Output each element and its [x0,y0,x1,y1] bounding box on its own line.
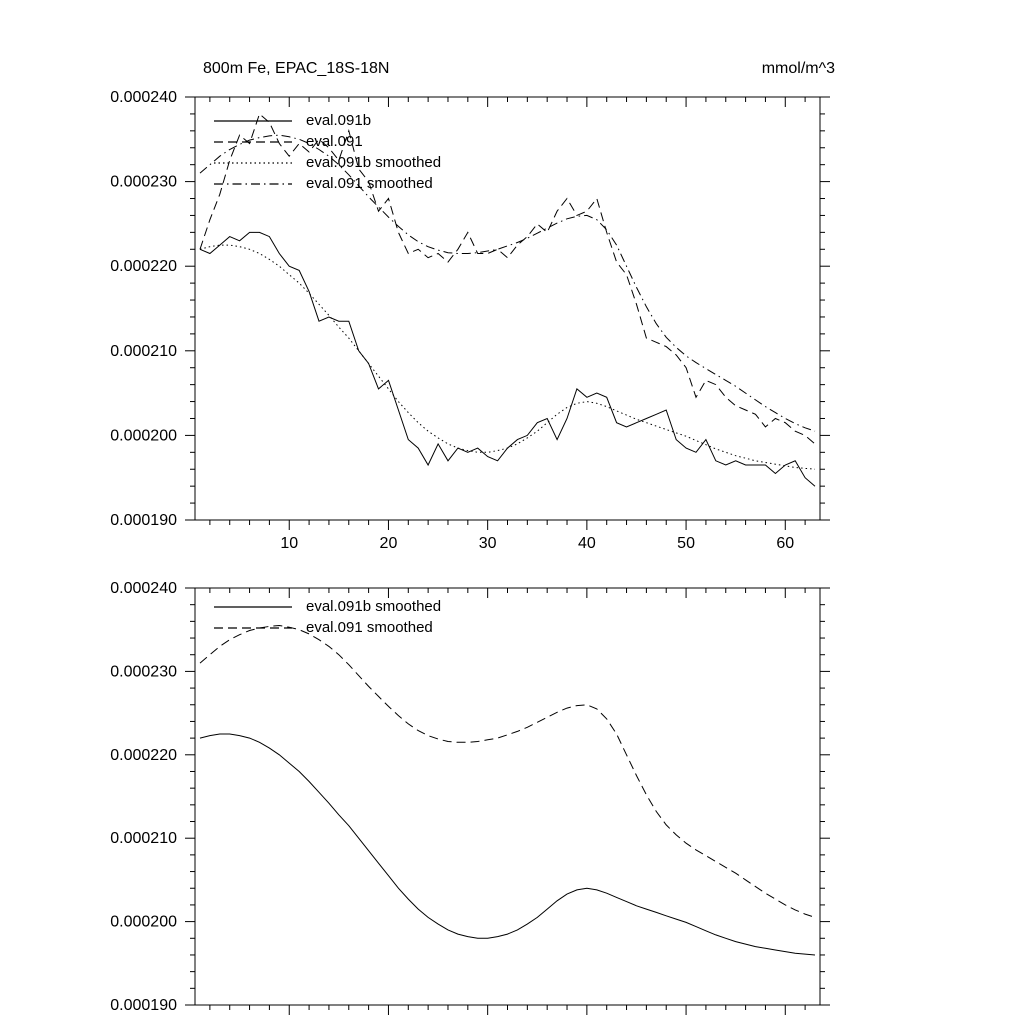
legend-line-sample [212,136,294,148]
legend-item-label: eval.091b smoothed [306,598,442,615]
chart1-units-label: mmol/m^3 [761,60,835,77]
svg-text:0.000230: 0.000230 [110,173,177,191]
svg-text:0.000200: 0.000200 [110,427,177,445]
svg-text:0.000230: 0.000230 [110,663,177,681]
legend-line-sample [212,178,294,190]
svg-text:0.000220: 0.000220 [110,746,177,764]
svg-text:0.000240: 0.000240 [110,580,177,597]
legend-item [212,131,441,152]
legend-item-label: eval.091b [306,112,372,129]
svg-text:10: 10 [280,535,299,552]
legend-item [212,173,441,194]
chart1-legend [212,110,441,194]
legend-line-sample [212,622,294,634]
svg-text:0.000200: 0.000200 [110,913,177,931]
svg-text:60: 60 [776,535,795,552]
legend-item [212,110,441,131]
legend-item [212,152,441,173]
svg-text:0.000210: 0.000210 [110,342,177,360]
svg-text:0.000210: 0.000210 [110,830,177,848]
svg-text:0.000220: 0.000220 [110,258,177,276]
svg-text:0.000190: 0.000190 [110,997,177,1014]
legend-item [212,596,441,617]
svg-text:30: 30 [478,535,497,552]
legend-line-sample [212,157,294,169]
chart1-title: 800m Fe, EPAC_18S-18N [203,60,390,77]
svg-text:40: 40 [577,535,596,552]
svg-text:0.000240: 0.000240 [110,89,177,106]
legend-item [212,617,441,638]
legend-line-sample [212,115,294,127]
chart2-legend [212,596,441,638]
legend-line-sample [212,601,294,613]
legend-item-label: eval.091 [306,133,363,150]
legend-item-label: eval.091 smoothed [306,619,433,636]
legend-item-label: eval.091b smoothed [306,154,442,171]
svg-text:0.000190: 0.000190 [110,512,177,529]
svg-text:50: 50 [677,535,695,552]
svg-text:20: 20 [379,535,398,552]
legend-item-label: eval.091 smoothed [306,175,433,192]
